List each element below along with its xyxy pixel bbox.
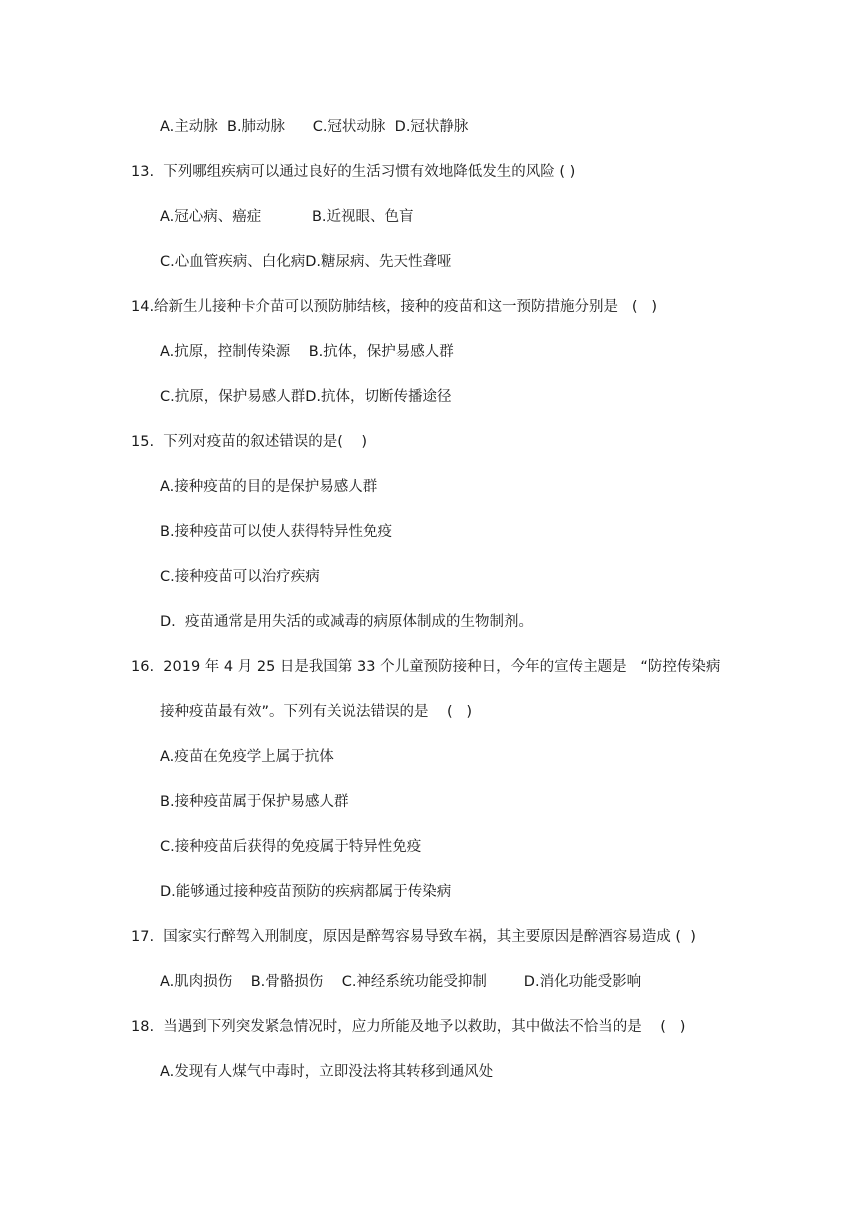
- q15-option-d: D. 疫苗通常是用失活的或减毒的病原体制成的生物制剂。: [160, 614, 533, 630]
- q15-stem: 15. 下列对疫苗的叙述错误的是( ): [131, 434, 368, 450]
- q18-option-a: A.发现有人煤气中毒时，立即没法将其转移到通风处: [160, 1064, 494, 1080]
- q14-options-cd: C.抗原，保护易感人群D.抗体，切断传播途径: [160, 389, 452, 405]
- q12-options: A.主动脉 B.肺动脉 C.冠状动脉 D.冠状静脉: [160, 119, 469, 135]
- q16-option-b: B.接种疫苗属于保护易感人群: [160, 794, 349, 810]
- q17-stem: 17. 国家实行醉驾入刑制度，原因是醉驾容易导致车祸，其主要原因是醉酒容易造成 ( ): [131, 929, 696, 945]
- q17-options: A.肌肉损伤 B.骨骼损伤 C.神经系统功能受抑制 D.消化功能受影响: [160, 974, 642, 990]
- q13-options-cd: C.心血管疾病、白化病D.糖尿病、先天性聋哑: [160, 254, 452, 270]
- q16-option-c: C.接种疫苗后获得的免疫属于特异性免疫: [160, 839, 422, 855]
- q15-option-c: C.接种疫苗可以治疗疾病: [160, 569, 320, 585]
- q13-options-ab: A.冠心病、癌症 B.近视眼、色盲: [160, 209, 414, 225]
- q13-stem: 13. 下列哪组疾病可以通过良好的生活习惯有效地降低发生的风险 ( ): [131, 164, 576, 180]
- q16-option-d: D.能够通过接种疫苗预防的疾病都属于传染病: [160, 884, 452, 900]
- q14-stem: 14.给新生儿接种卡介苗可以预防肺结核，接种的疫苗和这一预防措施分别是 ( ): [131, 299, 658, 315]
- q18-stem: 18. 当遇到下列突发紧急情况时，应力所能及地予以救助，其中做法不恰当的是 ( ): [131, 1019, 686, 1035]
- q16-option-a: A.疫苗在免疫学上属于抗体: [160, 749, 334, 765]
- q14-options-ab: A.抗原，控制传染源 B.抗体，保护易感人群: [160, 344, 454, 360]
- q15-option-b: B.接种疫苗可以使人获得特异性免疫: [160, 524, 393, 540]
- q16-stem-continued: 接种疫苗最有效”。下列有关说法错误的是 ( ): [160, 704, 473, 720]
- q16-stem: 16. 2019 年 4 月 25 日是我国第 33 个儿童预防接种日，今年的宣传主题是 “防控传染病: [131, 659, 721, 675]
- q15-option-a: A.接种疫苗的目的是保护易感人群: [160, 479, 378, 495]
